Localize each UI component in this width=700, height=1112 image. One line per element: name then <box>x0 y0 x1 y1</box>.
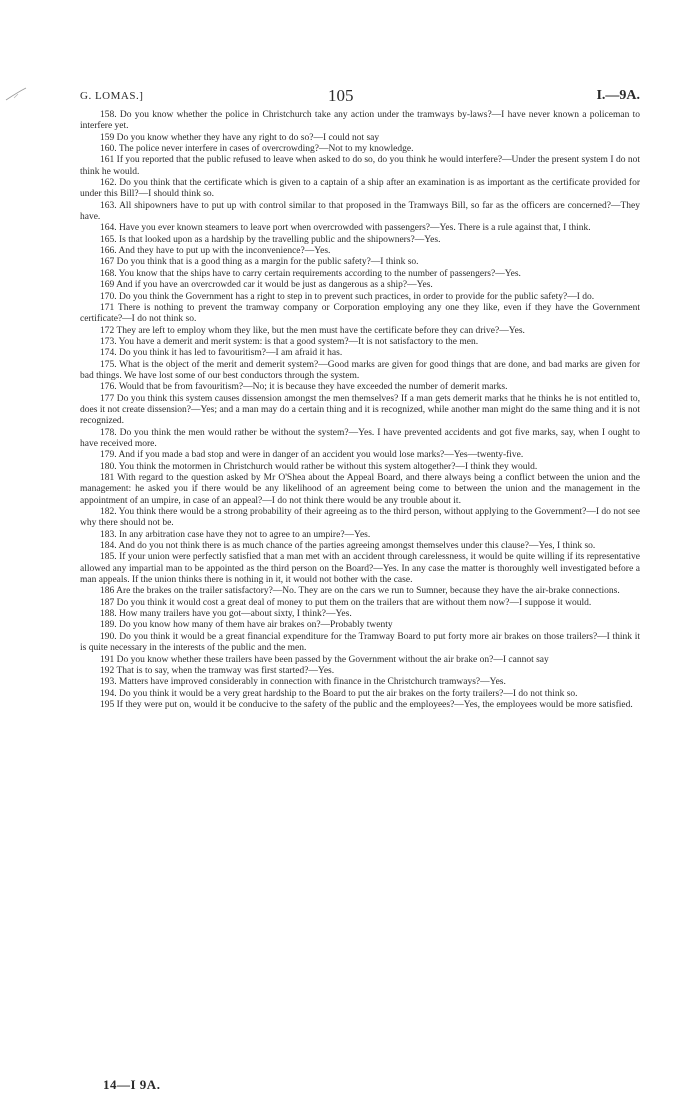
question-answer-paragraph: 189. Do you know how many of them have air brakes on?—Probably twenty <box>100 620 393 631</box>
question-answer-paragraph: 170. Do you think the Government has a right to step in to prevent such practices, in order to provide for the public safety?—I do. <box>100 291 595 302</box>
question-answer-paragraph: 161 If you reported that the public refused to leave when asked to do so, do you think he would interfere?—Under the present system I do not think he would. <box>80 155 640 177</box>
question-answer-paragraph: 194. Do you think it would be a very great hardship to the Board to put the air brakes on the forty trailers?—I do not think so. <box>100 688 578 699</box>
question-answer-paragraph: 175. What is the object of the merit and demerit system?—Good marks are given for good things that are done, and bad marks are given for bad things. We have lost some of our best conductors through the system. <box>80 359 640 381</box>
witness-name: G. LOMAS.] <box>80 90 144 102</box>
pencil-mark <box>4 80 30 104</box>
question-answer-paragraph: 187 Do you think it would cost a great deal of money to put them on the trailers that are without them now?—I suppose it would. <box>100 597 592 608</box>
question-answer-paragraph: 171 There is nothing to prevent the tramway company or Corporation employing any one they like, even if they have the Government certificate?—I do not think so. <box>80 302 640 325</box>
question-answer-paragraph: 172 They are left to employ whom they like, but the men must have the certificate before they can drive?—Yes. <box>100 325 525 336</box>
question-answer-paragraph: 195 If they were put on, would it be conducive to the safety of the public and the employees?—Yes, the employees would be more satisfied. <box>100 699 633 710</box>
question-answer-paragraph: 192 That is to say, when the tramway was first started?—Yes. <box>100 665 335 676</box>
question-answer-paragraph: 183. In any arbitration case have they not to agree to an umpire?—Yes. <box>100 529 371 540</box>
question-answer-paragraph: 185. If your union were perfectly satisfied that a man met with an accident through carelessness, it would be quite willing if its representative allowed any impartial man to be appointed as the third person on the Board?—Yes. In any case the matter is thoroughly well investigated before a man appeals. If the union thinks there is nothing in it, it would not bother with the case. <box>80 552 640 586</box>
question-answer-paragraph: 180. You think the motormen in Christchurch would rather be without this system altogether?—I think they would. <box>100 461 538 472</box>
question-answer-paragraph: 177 Do you think this system causes dissension amongst the men themselves? If a man gets demerit marks that he thinks he is not entitled to, does it not create dissension?—Yes; and a man may do a certain thing and it is recognized, while another man might do the same thing and it is not recognized. <box>80 393 640 427</box>
question-answer-paragraph: 188. How many trailers have you got—about sixty, I think?—Yes. <box>100 609 352 620</box>
question-answer-paragraph: 166. And they have to put up with the inconvenience?—Yes. <box>100 246 331 257</box>
page-header <box>80 86 640 106</box>
printer-signature: 14—I 9A. <box>103 1077 161 1092</box>
question-answer-paragraph: 164. Have you ever known steamers to leave port when overcrowded with passengers?—Yes. There is a rule against that, I think. <box>100 223 591 234</box>
question-answer-paragraph: 165. Is that looked upon as a hardship by the travelling public and the shipowners?—Yes. <box>100 234 441 245</box>
question-answer-paragraph: 178. Do you think the men would rather be without the system?—Yes. I have prevented accidents and got five marks, say, when I ought to have received more. <box>80 427 640 449</box>
question-answer-paragraph: 162. Do you think that the certificate which is given to a captain of a ship after an examination is as important as the certificate provided for under this Bill?—I should think so. <box>80 178 640 200</box>
page-number: 105 <box>328 86 354 105</box>
document-reference: I.—9A. <box>596 88 640 103</box>
question-answer-paragraph: 173. You have a demerit and merit system: is that a good system?—It is not satisfactory to the men. <box>100 336 479 347</box>
question-answer-paragraph: 190. Do you think it would be a great financial expenditure for the Tramway Board to put forty more air brakes on those trailers?—I think it is quite necessary in the interests of the public and the men. <box>80 631 640 654</box>
question-answer-paragraph: 191 Do you know whether these trailers have been passed by the Government without the air brake on?—I cannot say <box>100 654 549 665</box>
question-answer-paragraph: 193. Matters have improved considerably in connection with finance in the Christchurch tramways?—Yes. <box>100 677 506 688</box>
question-answer-paragraph: 181 With regard to the question asked by Mr O'Shea about the Appeal Board, and there always being a conflict between the union and the management: he asked you if there would be any likelihood of an agreement being come to between the union and the management in the appointment of an umpire, in case of an appeal?—I do not think there would be any trouble about it. <box>80 473 640 506</box>
question-answer-paragraph: 167 Do you think that is a good thing as a margin for the public safety?—I think so. <box>100 257 419 268</box>
question-answer-paragraph: 163. All shipowners have to put up with control similar to that proposed in the Tramways Bill, so far as the officers are concerned?—They have. <box>80 200 640 223</box>
question-answer-paragraph: 158. Do you know whether the police in Christchurch take any action under the tramways by-laws?—I have never known a policeman to interfere yet. <box>80 110 640 132</box>
question-answer-paragraph: 169 And if you have an overcrowded car it would be just as dangerous as a ship?—Yes. <box>100 280 433 291</box>
question-answer-paragraph: 174. Do you think it has led to favouritism?—I am afraid it has. <box>100 348 343 359</box>
question-answer-paragraph: 186 Are the brakes on the trailer satisfactory?—No. They are on the cars we run to Sumner, because they have the air-brake connections. <box>100 586 620 597</box>
testimony-body <box>80 110 640 711</box>
question-answer-paragraph: 182. You think there would be a strong probability of their agreeing as to the third person, without applying to the Government?—I do not see why there should not be. <box>80 507 640 529</box>
question-answer-paragraph: 159 Do you know whether they have any right to do so?—I could not say <box>100 132 380 143</box>
question-answer-paragraph: 160. The police never interfere in cases of overcrowding?—Not to my knowledge. <box>100 144 414 155</box>
question-answer-paragraph: 184. And do you not think there is as much chance of the parties agreeing amongst themselves under this clause?—Yes, I think so. <box>100 541 596 552</box>
question-answer-paragraph: 179. And if you made a bad stop and were in danger of an accident you would lose marks?—Yes—twenty-five. <box>100 450 524 461</box>
question-answer-paragraph: 168. You know that the ships have to carry certain requirements according to the number of passengers?—Yes. <box>100 268 521 279</box>
question-answer-paragraph: 176. Would that be from favouritism?—No; it is because they have exceeded the number of demerit marks. <box>100 382 508 393</box>
